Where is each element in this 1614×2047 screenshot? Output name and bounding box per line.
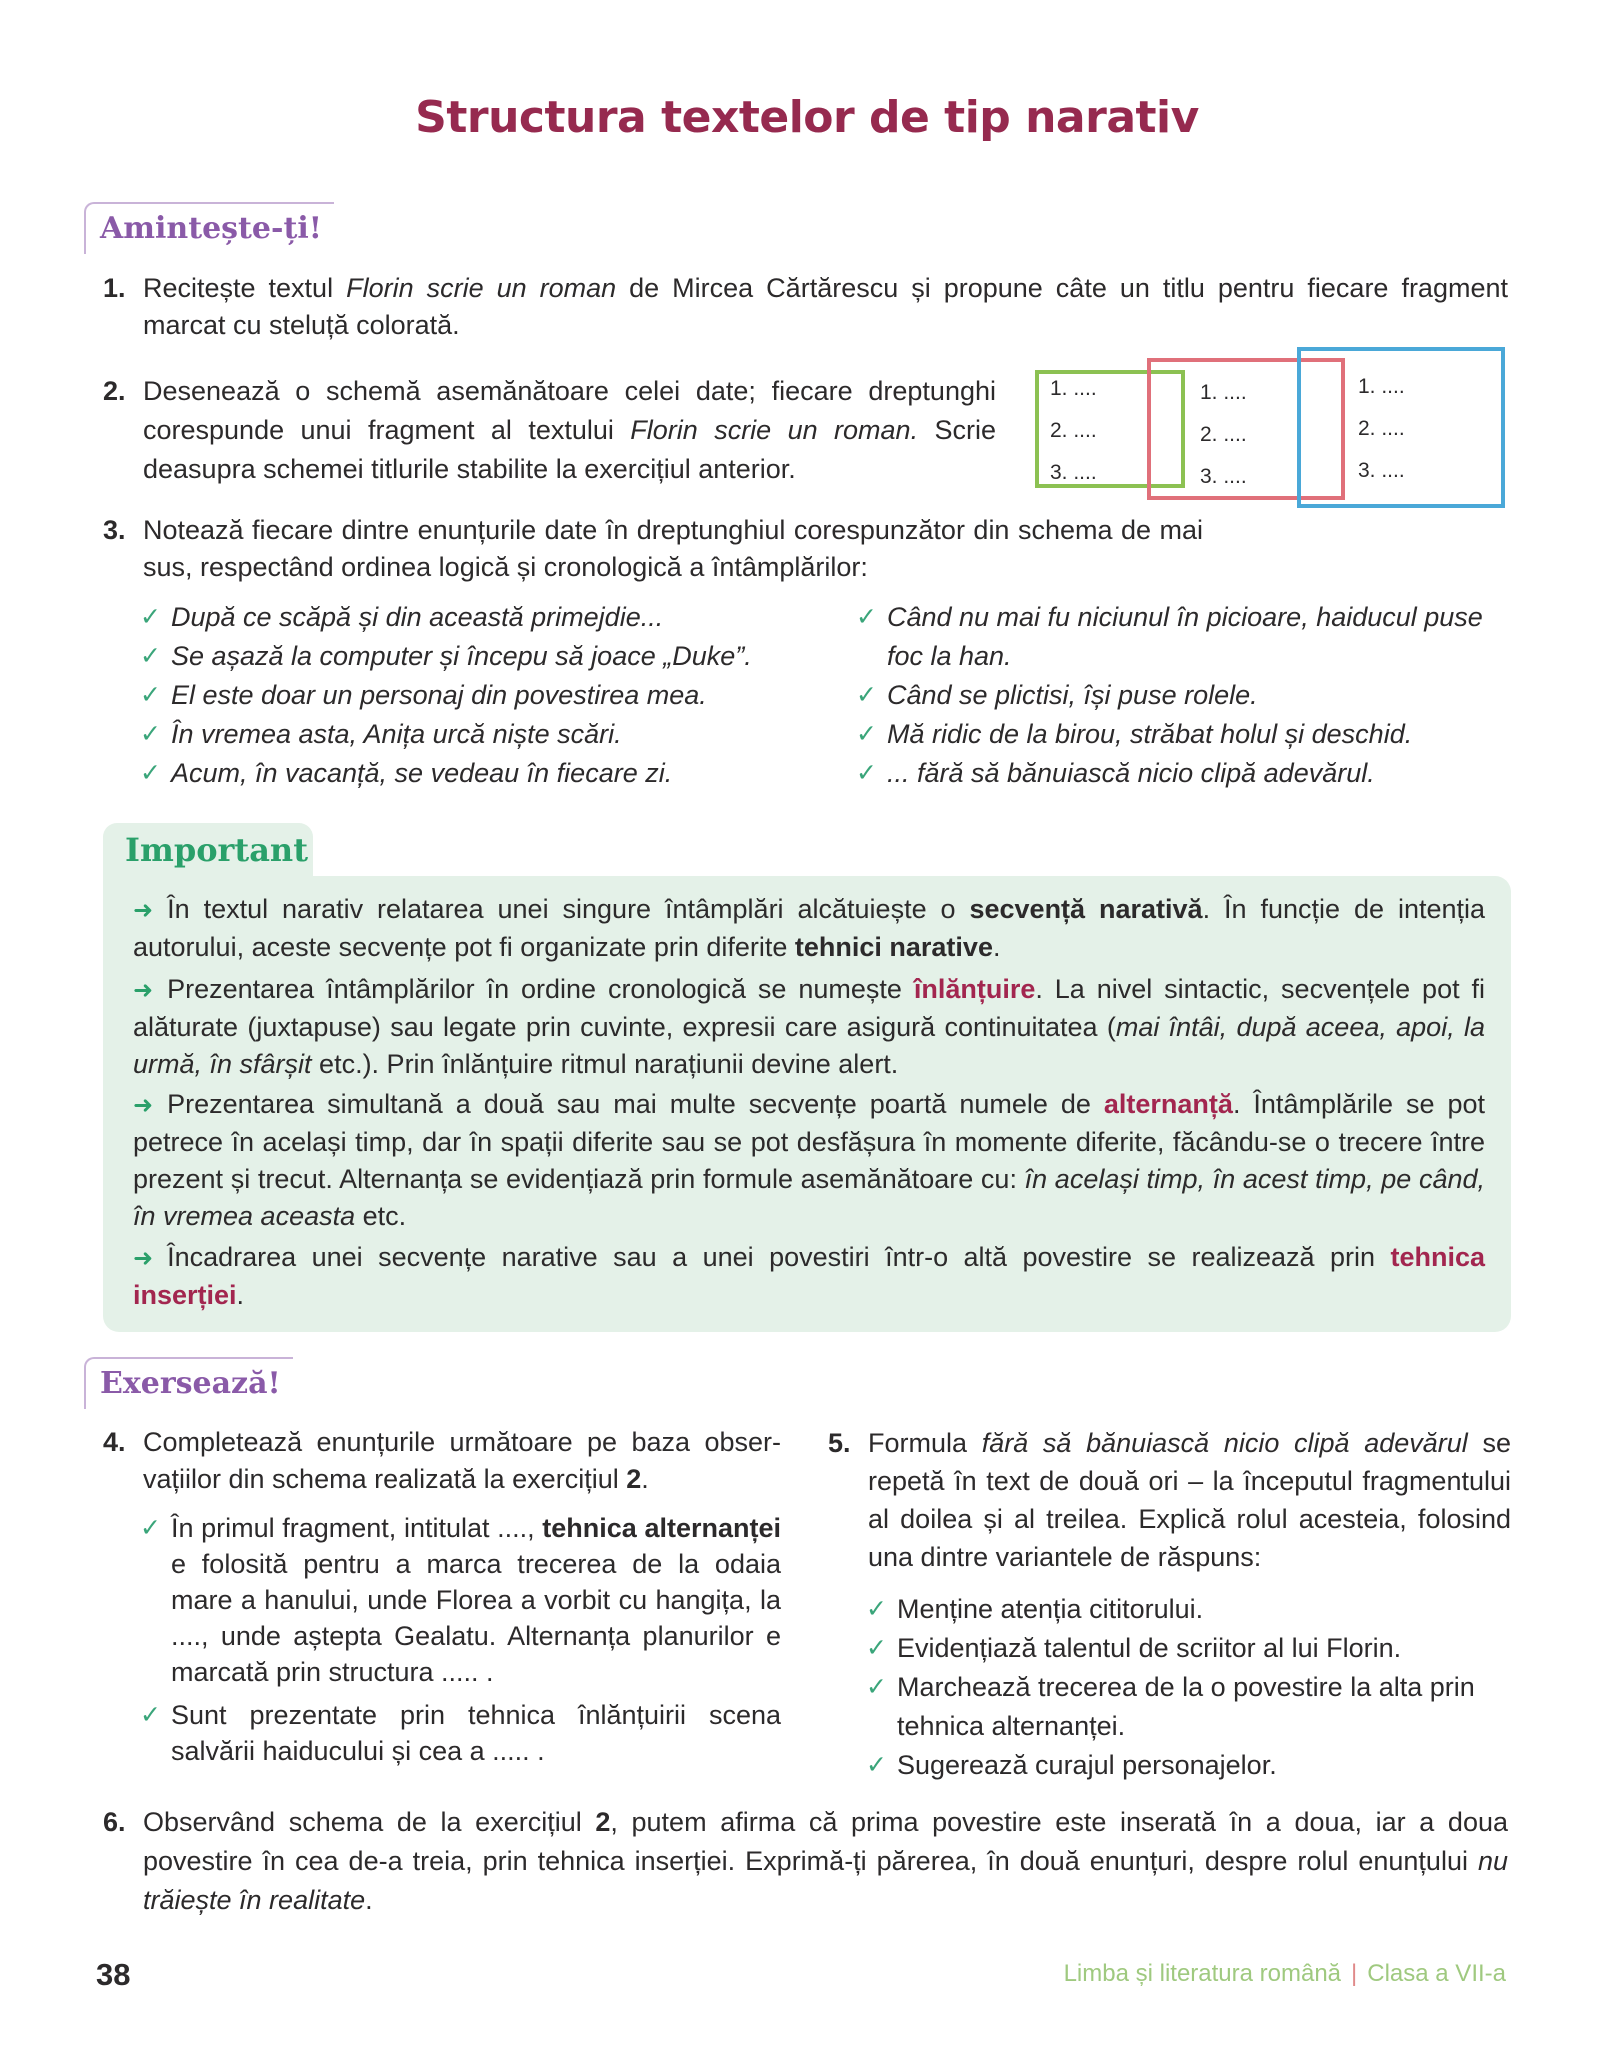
exercise-text: .: [365, 1885, 373, 1915]
exercise-5-options: [866, 1590, 1511, 1785]
list-item: [140, 715, 820, 754]
important-text: .: [236, 1280, 245, 1310]
exercise-text-italic: fără să bănuiască nicio clipă adevărul: [981, 1428, 1468, 1458]
schema-line: 3. ....: [1050, 461, 1097, 484]
check-icon: ✓: [140, 759, 161, 787]
section-heading-label: Amintește-ți!: [100, 211, 322, 246]
exercise-text: Desenează o schemă asemănătoare celei date; fiecare dreptunghi corespunde unui fragment al textului: [143, 376, 996, 445]
section-heading-exerseaza: [84, 1357, 293, 1409]
list-item-text: După ce scăpă și din această primejdie...: [170, 602, 664, 632]
schema-line: 1. ....: [1050, 377, 1097, 400]
list-item-text: Acum, în vacanță, se vedeau în fiecare zi.: [170, 758, 673, 788]
exercise-number: 1.: [103, 273, 126, 303]
exercise-text: Observând schema de la exercițiul: [143, 1807, 596, 1837]
list-item: [140, 754, 820, 793]
exercise-number: 4.: [103, 1427, 126, 1457]
list-item-text: Când se plictisi, își puse rolele.: [886, 680, 1258, 710]
check-icon: ✓: [140, 720, 161, 748]
important-text: Prezentarea simultană a două sau mai multe secvențe poartă numele de: [167, 1089, 1104, 1119]
exercise-text-italic: Florin scrie un roman: [346, 273, 617, 303]
list-item-text-part: e folosită pentru a marca trecerea de la odaia mare a hanului, unde Florea a vorbit cu hangița, la ...., unde aștepta Gealatu. Alternanța planurilor e marcată prin structura ..... .: [170, 1549, 781, 1687]
exercise-number: 5.: [828, 1428, 851, 1458]
check-icon: ✓: [866, 1634, 887, 1662]
list-item-text: Evidențiază talentul de scriitor al lui Florin.: [896, 1633, 1402, 1663]
exercise-text: Scrie deasupra schemei titlurile stabilite la exercițiul anterior.: [143, 415, 996, 484]
important-text: În textul narativ relatarea unei singure întâmplări alcătuiește o: [167, 894, 970, 924]
important-text: etc.: [355, 1201, 407, 1231]
check-icon: ✓: [140, 681, 161, 709]
important-text-bold: secvență narativă: [969, 894, 1203, 924]
schema-box-blue-lines: [1358, 366, 1405, 492]
list-item-text: Sunt prezentate prin tehnica înlănțuirii scena salvării haiducului și cea a ..... .: [170, 1700, 781, 1766]
arrow-right-icon: ➜: [133, 977, 154, 1004]
list-item-text-bold: tehnica alternanței: [542, 1513, 781, 1543]
arrow-right-icon: ➜: [133, 1092, 154, 1119]
schema-box-red-lines: [1200, 372, 1247, 498]
arrow-right-icon: ➜: [133, 897, 154, 924]
list-item-text: [171, 1510, 781, 1690]
section-heading-label: Exersează!: [100, 1366, 281, 1401]
exercise-4-bullet-1: [140, 1510, 781, 1690]
bullet-list-right: [856, 598, 1511, 793]
list-item: [866, 1746, 1511, 1785]
list-item-text: Marchează trecerea de la o povestire la alta prin tehnica alternanței.: [896, 1672, 1475, 1741]
list-item: [856, 715, 1511, 754]
check-icon: ✓: [856, 681, 877, 709]
list-item: [866, 1629, 1511, 1668]
important-heading-tab: [103, 823, 313, 887]
exercise-text: .: [641, 1464, 649, 1494]
check-icon: ✓: [866, 1751, 887, 1779]
important-text: etc.). Prin înlănțuire ritmul narațiunii devine alert.: [311, 1049, 899, 1079]
exercise-text: Recitește textul: [143, 273, 347, 303]
list-item: [856, 676, 1511, 715]
list-item: [856, 598, 1511, 676]
exercise-text-italic: Florin scrie un roman.: [630, 415, 919, 445]
page-title: Structura textelor de tip narativ: [415, 92, 1199, 143]
important-text: . La nivel sintactic, secvențele pot fi alăturate (juxtapuse) sau legate prin cuvinte, expresii care asigură continuitatea (: [133, 974, 1485, 1042]
footer-book-info: [1064, 1960, 1506, 1988]
important-item-1: [133, 891, 1485, 966]
schema-line: 1. ....: [1200, 381, 1247, 404]
check-icon: ✓: [140, 642, 161, 670]
check-icon: ✓: [856, 603, 877, 631]
important-term-highlight: alternanță: [1103, 1089, 1233, 1119]
schema-line: 2. ....: [1200, 423, 1247, 446]
footer-subject: Limba și literatura română: [1063, 1960, 1342, 1987]
important-item-2: [133, 971, 1485, 1083]
list-item-text: Menține atenția cititorului.: [896, 1594, 1204, 1624]
important-text: Încadrarea unei secvențe narative sau a unei povestiri într-o altă povestire se realizează prin: [167, 1242, 1391, 1272]
check-icon: ✓: [866, 1595, 887, 1623]
important-text-bold: tehnici narative: [794, 932, 993, 962]
important-text-italic: în același timp, în acest timp, pe când, în vremea aceasta: [133, 1164, 1485, 1231]
list-item-text: Mă ridic de la birou, străbat holul și deschid.: [886, 719, 1413, 749]
section-heading-aminteste: [84, 202, 334, 254]
important-item-3: [133, 1086, 1485, 1235]
important-term-highlight: înlănțuire: [913, 974, 1036, 1004]
footer-separator: |: [1351, 1960, 1358, 1987]
important-text-italic: mai întâi, după aceea, apoi, la urmă, în sfârșit: [133, 1012, 1485, 1079]
exercise-text-bold: 2: [626, 1464, 642, 1494]
page-number: 38: [96, 1957, 131, 1992]
check-icon: ✓: [140, 1701, 161, 1729]
list-item-text: Sugerează curajul personajelor.: [896, 1750, 1277, 1780]
exercise-text: se repetă în text de două ori – la începutul fragmentului al doilea și al treilea. Explică rolul acesteia, folosind una dintre variantele de răspuns:: [868, 1428, 1511, 1572]
exercise-number: 3.: [103, 515, 126, 545]
exercise-text: , putem afirma că prima povestire este inserată în a doua, iar a doua povestire în cea de-a treia, prin tehnica inserției. Exprimă-ți părerea, în două enunțuri, despre rolul enunțului: [143, 1807, 1508, 1876]
schema-line: 3. ....: [1358, 459, 1405, 482]
check-icon: ✓: [866, 1673, 887, 1701]
list-item-text: ... fără să bănuiască nicio clipă adevărul.: [886, 758, 1375, 788]
list-item-text: El este doar un personaj din povestirea mea.: [170, 680, 707, 710]
exercise-text: Formula: [868, 1428, 982, 1458]
exercise-4-bullet-2: [140, 1697, 781, 1769]
arrow-right-icon: ➜: [133, 1245, 154, 1272]
exercise-text-italic: nu trăiește în realitate: [143, 1846, 1508, 1915]
schema-line: 2. ....: [1358, 417, 1405, 440]
exercise-4: [103, 1424, 781, 1504]
exercise-text: Completează enunțurile următoare pe baza observațiilor din schema realizată la exercițiul: [143, 1427, 781, 1494]
important-text: . În funcție de intenția autorului, aceste secvențe pot fi organizate prin diferite: [133, 894, 1486, 962]
exercise-5: [828, 1424, 1511, 1584]
list-item-text: Se așază la computer și începu să joace „Duke”.: [170, 641, 752, 671]
list-item-text: În vremea asta, Anița urcă niște scări.: [170, 719, 622, 749]
important-text: . Întâmplările se pot petrece în același timp, dar în spații diferite sau se pot desfășura în momente diferite, făcându-se o trecere între prezent și trecut. Alternanța se evidențiază prin formule asemănătoare cu:: [133, 1089, 1485, 1194]
check-icon: ✓: [140, 1514, 161, 1542]
important-item-4: [133, 1239, 1485, 1314]
schema-line: 3. ....: [1200, 465, 1247, 488]
check-icon: ✓: [856, 759, 877, 787]
schema-line: 1. ....: [1358, 375, 1405, 398]
list-item: [140, 598, 820, 637]
exercise-6: [103, 1803, 1508, 1923]
important-text: Prezentarea întâmplărilor în ordine cronologică se numește: [167, 974, 914, 1004]
exercise-text: de Mircea Cărtărescu și propune câte un titlu pentru fiecare fragment marcat cu steluță colorată.: [143, 273, 1508, 340]
footer-grade: Clasa a VII-a: [1367, 1960, 1506, 1987]
exercise-1: [103, 270, 1508, 350]
schema-line: 2. ....: [1050, 419, 1097, 442]
list-item-text: Când nu mai fu niciunul în picioare, haiducul puse foc la han.: [886, 602, 1483, 671]
exercise-3: [103, 512, 1203, 592]
list-item: [140, 637, 820, 676]
exercise-text-bold: 2: [595, 1807, 611, 1837]
check-icon: ✓: [856, 720, 877, 748]
important-term-highlight: tehnica inserției: [133, 1242, 1485, 1310]
list-item: [856, 754, 1511, 793]
check-icon: ✓: [140, 603, 161, 631]
list-item: [866, 1668, 1511, 1746]
exercise-2: [103, 372, 996, 492]
exercise-number: 6.: [103, 1807, 126, 1837]
bullet-list-left: [140, 598, 820, 793]
exercise-text: Notează fiecare dintre enunțurile date în dreptunghiul corespunzător din schema de mai sus, respectând ordinea logică și cronologică a întâmplărilor:: [143, 515, 1203, 582]
exercise-number: 2.: [103, 376, 126, 406]
list-item: [866, 1590, 1511, 1629]
list-item-text-part: În primul fragment, intitulat ....,: [170, 1513, 543, 1543]
list-item: [140, 676, 820, 715]
important-heading: Important: [125, 831, 308, 869]
schema-box-green-lines: [1050, 368, 1097, 494]
important-text: .: [992, 932, 1001, 962]
